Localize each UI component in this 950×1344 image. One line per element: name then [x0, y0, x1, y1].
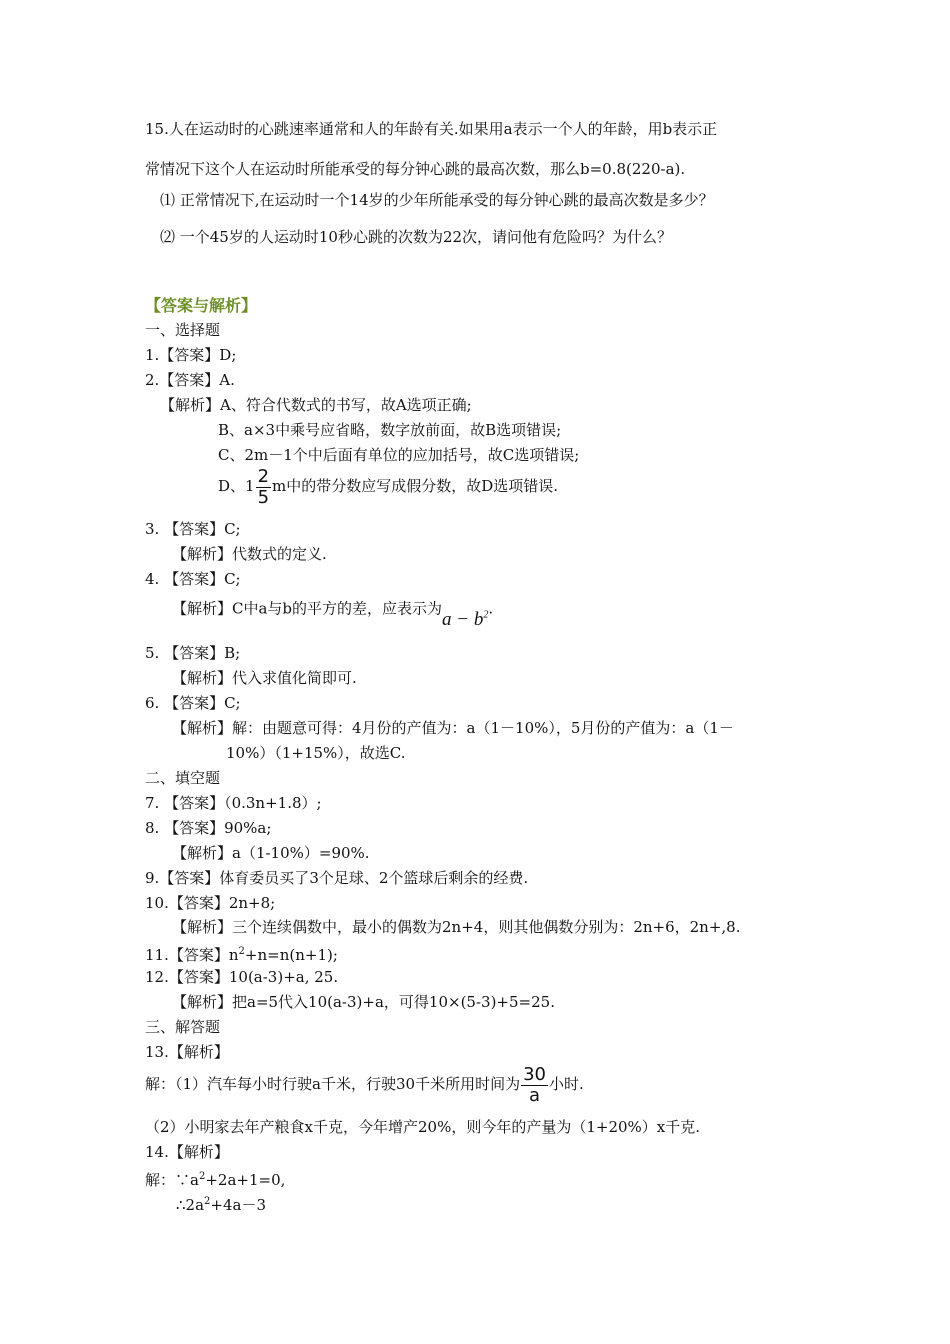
answer-12-explain: 【解析】把a=5代入10(a-3)+a，可得10×(5-3)+5=25.	[172, 993, 555, 1011]
answers-heading: 【答案与解析】	[145, 296, 258, 315]
answer-8: 8. 【答案】90%a;	[145, 819, 272, 837]
answer-8-explain: 【解析】a（1-10%）=90%.	[172, 844, 370, 862]
answer-11	[145, 942, 338, 965]
mixed-fraction	[256, 465, 271, 508]
answer-1: 1.【答案】D;	[145, 346, 237, 364]
answer-12: 12.【答案】10(a-3)+a, 25.	[145, 968, 339, 986]
time-fraction	[521, 1063, 548, 1106]
answer-2-explain-d	[218, 466, 558, 507]
fraction-denominator: 5	[257, 486, 270, 508]
answer-14-line-1	[145, 1167, 285, 1190]
answer-14-line-1-prefix: 解：∵a	[145, 1171, 199, 1189]
answer-2-explain-b: B、a×3中乘号应省略，数字放前面，故B选项错误;	[218, 421, 562, 439]
q15-line-2: 常情况下这个人在运动时所能承受的每分钟心跳的最高次数，那么b=0.8(220-a).	[145, 160, 686, 178]
answer-13: 13.【解析】	[145, 1043, 229, 1061]
answer-10: 10.【答案】2n+8;	[145, 894, 276, 912]
answer-4-explain	[172, 594, 494, 631]
formula-base: a − b	[442, 609, 484, 631]
answer-4-period: .	[488, 599, 494, 618]
answer-2-explain-a: 【解析】A、符合代数式的书写，故A选项正确;	[160, 396, 472, 414]
q15-part-1: ⑴ 正常情况下,在运动时一个14岁的少年所能承受的每分钟心跳的最高次数是多少？	[160, 191, 714, 209]
answer-6-explain-2: 10%）（1+15%），故选C.	[226, 744, 406, 762]
answer-11-suffix: +n=n(n+1);	[244, 946, 338, 964]
section-1-title: 一、选择题	[145, 321, 221, 339]
answer-6: 6. 【答案】C;	[145, 694, 241, 712]
answer-14-line-2	[176, 1192, 266, 1215]
answer-14-line-1-suffix: +2a+1=0,	[205, 1171, 286, 1189]
answer-4: 4. 【答案】C;	[145, 570, 241, 588]
answer-2-explain-d-prefix: D、1	[218, 477, 255, 495]
answer-13-part-1-suffix: 小时.	[548, 1075, 584, 1093]
answer-2-explain-c: C、2m－1个中后面有单位的应加括号，故C选项错误;	[218, 446, 580, 464]
fraction-numerator: 30	[523, 1063, 546, 1085]
answer-14-line-1-exponent: 2	[198, 1171, 206, 1182]
answer-5: 5. 【答案】B;	[145, 644, 241, 662]
answer-6-explain-1: 【解析】解：由题意可得：4月份的产值为：a（1－10%），5月份的产值为：a（1－	[172, 719, 734, 737]
answer-11-prefix: 11.【答案】n	[145, 946, 239, 964]
section-3-title: 三、解答题	[145, 1018, 221, 1036]
section-2-title: 二、填空题	[145, 769, 221, 787]
answer-9: 9.【答案】体育委员买了3个足球、2个篮球后剩余的经费.	[145, 869, 529, 887]
answer-3-explain: 【解析】代数式的定义.	[172, 545, 327, 563]
answer-14-line-2-suffix: +4a－3	[210, 1196, 267, 1214]
answer-11-exponent: 2	[238, 946, 245, 957]
answer-2-explain-d-suffix: m中的带分数应写成假分数，故D选项错误.	[272, 477, 559, 495]
fraction-numerator: 2	[257, 465, 270, 487]
q15-line-1: 15.人在运动时的心跳速率通常和人的年龄有关.如果用a表示一个人的年龄，用b表示正	[145, 120, 718, 138]
answer-13-part-1-text: 解：（1）汽车每小时行驶a千米，行驶30千米所用时间为	[145, 1075, 521, 1093]
answer-14-line-2-exponent: 2	[204, 1196, 211, 1207]
q15-part-2: ⑵ 一个45岁的人运动时10秒心跳的次数为22次，请问他有危险吗？为什么？	[160, 228, 673, 246]
answer-5-explain: 【解析】代入求值化简即可.	[172, 669, 357, 687]
answer-13-part-2: （2）小明家去年产粮食x千克，今年增产20%，则今年的产量为（1+20%）x千克.	[145, 1118, 701, 1136]
answer-4-explain-text: 【解析】C中a与b的平方的差，应表示为	[172, 599, 443, 618]
fraction-denominator: a	[529, 1084, 541, 1106]
answer-14-line-2-prefix: ∴2a	[176, 1196, 205, 1214]
answer-2: 2.【答案】A.	[145, 371, 235, 389]
formula-exponent: 2	[483, 610, 489, 621]
answer-7: 7. 【答案】（0.3n+1.8）;	[145, 794, 322, 812]
answer-13-part-1	[145, 1064, 584, 1105]
answer-4-formula	[442, 609, 488, 630]
answer-14: 14.【解析】	[145, 1143, 229, 1161]
answer-3: 3. 【答案】C;	[145, 520, 241, 538]
answer-10-explain: 【解析】三个连续偶数中，最小的偶数为2n+4，则其他偶数分别为：2n+6，2n+,8.	[172, 918, 741, 936]
